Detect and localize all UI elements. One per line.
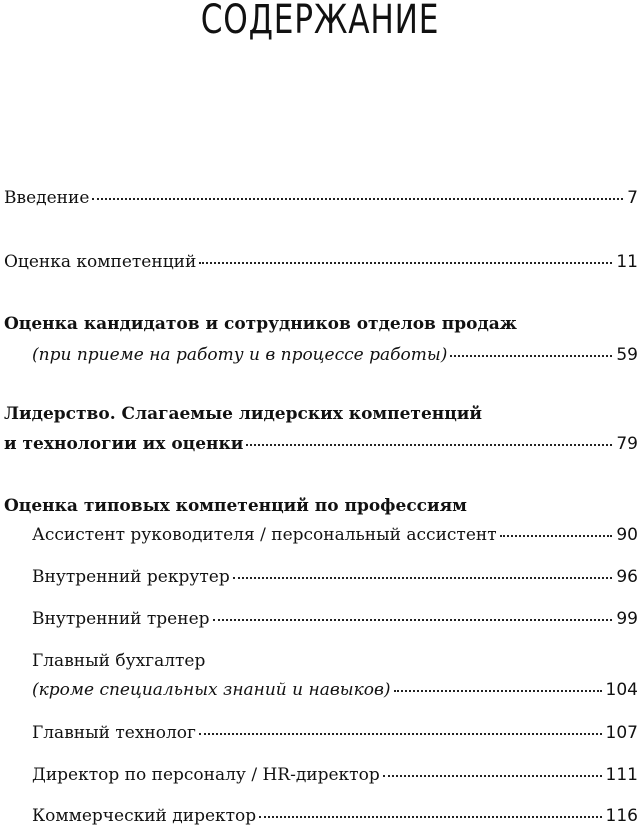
toc-page-number: 7 bbox=[627, 188, 638, 208]
dot-leader bbox=[383, 775, 602, 777]
toc-page-number: 11 bbox=[616, 252, 638, 272]
toc-entry-text: и технологии их оценки bbox=[4, 434, 244, 454]
toc-page-number: 79 bbox=[616, 434, 638, 454]
toc-entry-accountant-title[interactable]: Главный бухгалтер bbox=[32, 651, 206, 671]
toc-entry-accountant[interactable] bbox=[32, 680, 638, 700]
page-title: СОДЕРЖАНИЕ bbox=[200, 0, 440, 43]
dot-leader bbox=[233, 577, 613, 579]
toc-entry-text: (при приеме на работу и в процессе работы) bbox=[32, 345, 448, 365]
toc-entry-hr-director[interactable] bbox=[32, 765, 638, 785]
toc-heading-sales[interactable]: Оценка кандидатов и сотрудников отделов продаж bbox=[4, 314, 517, 334]
toc-entry-intro[interactable] bbox=[4, 188, 638, 208]
toc-page-number: 96 bbox=[616, 567, 638, 587]
toc-entry-assistant[interactable] bbox=[32, 525, 638, 545]
toc-entry-text: Оценка компетенций bbox=[4, 252, 197, 272]
toc-page-number: 59 bbox=[616, 345, 638, 365]
toc-entry-sales[interactable] bbox=[32, 345, 638, 365]
toc-entry-text: Ассистент руководителя / персональный ассистент bbox=[32, 525, 497, 545]
dot-leader bbox=[199, 733, 602, 735]
toc-entry-text: Директор по персоналу / HR-директор bbox=[32, 765, 380, 785]
toc-heading-professions[interactable]: Оценка типовых компетенций по профессиям bbox=[4, 496, 467, 516]
dot-leader bbox=[259, 816, 601, 818]
toc-page-number: 107 bbox=[605, 723, 638, 743]
dot-leader bbox=[92, 198, 623, 200]
toc-heading-leadership[interactable]: Лидерство. Слагаемые лидерских компетенций bbox=[4, 404, 483, 424]
toc-entry-text: Коммерческий директор bbox=[32, 806, 257, 826]
toc-page-number: 99 bbox=[616, 609, 638, 629]
dot-leader bbox=[394, 690, 602, 692]
toc-entry-text: (кроме специальных знаний и навыков) bbox=[32, 680, 391, 700]
toc-entry-recruiter[interactable] bbox=[32, 567, 638, 587]
toc-page-number: 90 bbox=[616, 525, 638, 545]
dot-leader bbox=[213, 619, 613, 621]
dot-leader bbox=[246, 444, 612, 446]
toc-page-number: 116 bbox=[605, 806, 638, 826]
dot-leader bbox=[450, 355, 612, 357]
toc-entry-commercial-director[interactable] bbox=[32, 806, 638, 826]
toc-entry-text: Главный технолог bbox=[32, 723, 196, 743]
dot-leader bbox=[199, 262, 612, 264]
toc-entry-competencies[interactable] bbox=[4, 252, 638, 272]
toc-entry-leadership[interactable] bbox=[4, 434, 638, 454]
dot-leader bbox=[500, 535, 613, 537]
toc-entry-text: Внутренний тренер bbox=[32, 609, 210, 629]
toc-entry-text: Введение bbox=[4, 188, 90, 208]
toc-page-number: 104 bbox=[605, 680, 638, 700]
toc-entry-trainer[interactable] bbox=[32, 609, 638, 629]
toc-entry-text: Внутренний рекрутер bbox=[32, 567, 230, 587]
toc-page-number: 111 bbox=[605, 765, 638, 785]
toc-entry-technologist[interactable] bbox=[32, 723, 638, 743]
